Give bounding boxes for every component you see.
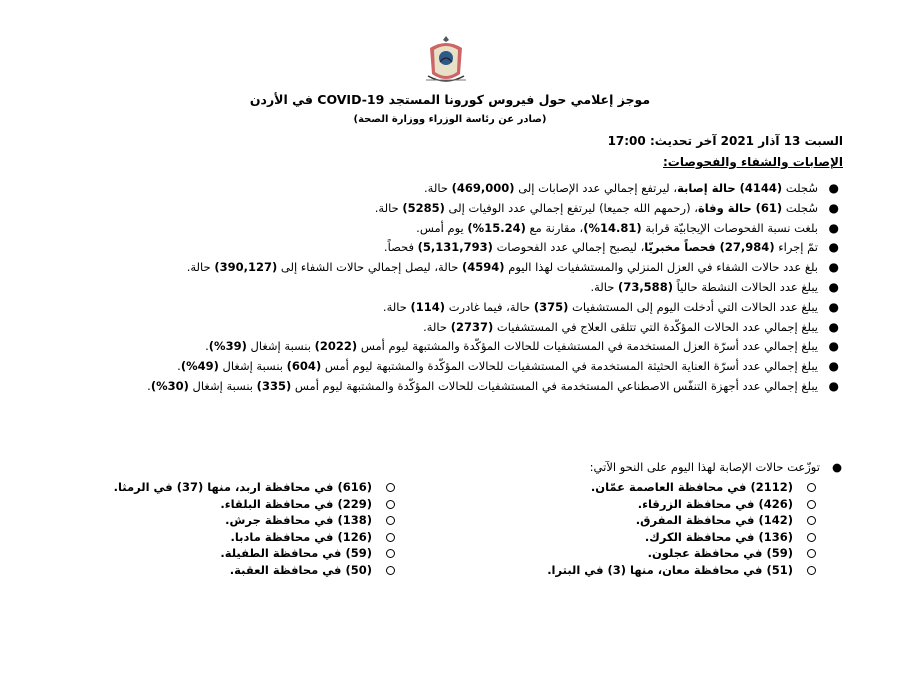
list-item-mid: حالة، فيما غادرت	[445, 299, 534, 314]
list-item-post: يوم أمس.	[416, 220, 468, 235]
distribution-item-text: (50) في محافظة العقبة.	[229, 562, 372, 577]
list-item-mid: ، ليرتفع إجمالي عدد الإصابات إلى	[514, 181, 678, 195]
distribution-item-text: (51) في محافظة معان، منها (3) في البترا.	[547, 562, 793, 577]
distribution-item-text: (2112) في محافظة العاصمة عمّان.	[590, 480, 793, 494]
list-item-bold: (4144) حالة إصابة	[677, 181, 783, 195]
list-item-pre: يبلغ إجمالي عدد أجهزة التنفّس الاصطناعي المستخدمة في المستشفيات للحالات المؤكّدة والمشتبهة ليوم أمس	[291, 378, 818, 393]
list-item-bold2: (469,000)	[451, 181, 515, 195]
bullet-dot-icon: ●	[828, 299, 839, 314]
distribution-item-text: (229) في محافظة البلقاء.	[220, 496, 372, 511]
list-item-bold: (335)	[256, 378, 292, 393]
hollow-circle-icon	[386, 566, 395, 575]
list-item-post: حالة.	[424, 181, 452, 195]
list-item-pre: يبلغ إجمالي عدد أسرّة العزل المستخدمة في المستشفيات للحالات المؤكّدة والمشتبهة ليوم أمس	[357, 339, 818, 354]
hollow-circle-icon	[807, 566, 816, 575]
hollow-circle-icon	[386, 533, 395, 542]
list-item	[52, 319, 842, 337]
bullet-dot-icon: ●	[828, 240, 839, 255]
list-item-bold2: (390,127)	[214, 260, 278, 275]
bullet-dot-icon: ●	[828, 220, 839, 235]
list-item	[52, 358, 842, 376]
list-item-post: حالة.	[186, 260, 215, 275]
list-item-bold: (14.81%)	[583, 220, 642, 235]
list-item-mid: حالة.	[423, 319, 451, 334]
list-item-bold: (2737)	[450, 319, 494, 334]
list-item-pre: يبلغ عدد الحالات النشطة حالياً	[672, 279, 818, 294]
distribution-item-text: (59) في محافظة الطفيلة.	[220, 546, 372, 560]
list-item-bold: (4594)	[462, 260, 505, 275]
distribution-intro	[590, 460, 842, 474]
distribution-item-text: (59) في محافظة عجلون.	[647, 546, 793, 560]
list-item-mid: حالة.	[590, 279, 619, 294]
list-item	[52, 220, 842, 238]
list-item-bold2: (15.24%)	[467, 220, 526, 235]
hollow-circle-icon	[807, 516, 816, 525]
bullet-dot-icon: ●	[828, 279, 839, 294]
bullet-dot-icon: ●	[828, 359, 839, 374]
list-item-pre: يبلغ إجمالي عدد أسرّة العناية الحثيثة المستخدمة في المستشفيات للحالات المؤكّدة والمشتبهة ليوم أمس	[321, 359, 818, 374]
list-item-bold: (2022)	[314, 339, 358, 354]
distribution-item	[114, 562, 395, 579]
list-item	[52, 338, 842, 356]
royal-emblem-icon	[422, 34, 470, 86]
distribution-item	[114, 496, 395, 513]
list-item	[52, 378, 842, 396]
bullet-dot-icon: ●	[828, 181, 839, 195]
list-item-mid: بنسبة إشغال	[246, 339, 315, 354]
list-item-pre: بلغ عدد حالات الشفاء في العزل المنزلي والمستشفيات لهذا اليوم	[504, 260, 818, 275]
distribution-item-text: (142) في محافظة المفرق.	[635, 513, 793, 527]
list-item-bold: (73,588)	[618, 279, 673, 294]
distribution-right-column	[547, 479, 816, 578]
bullet-dot-icon: ●	[828, 260, 839, 275]
list-item-post: حالة.	[382, 299, 411, 314]
list-item-bold2: (5285)	[402, 200, 445, 215]
section-title: الإصابات والشفاء والفحوصات:	[663, 155, 843, 169]
hollow-circle-icon	[386, 483, 395, 492]
list-item-post: .	[205, 339, 209, 354]
distribution-item	[114, 529, 395, 546]
list-item-mid: بنسبة إشغال	[188, 378, 257, 393]
distribution-item-text: (138) في محافظة جرش.	[225, 513, 372, 527]
list-item-mid: ، ليصبح إجمالي عدد الفحوصات	[492, 240, 645, 255]
date-updated: السبت 13 آذار 2021 آخر تحديث: 17:00	[607, 134, 843, 148]
hollow-circle-icon	[807, 500, 816, 509]
list-item-post: حالة.	[374, 200, 403, 215]
distribution-item-text: (616) في محافظة اربد، منها (37) في الرمثا.	[113, 480, 372, 494]
bullet-dot-icon: ●	[831, 460, 842, 474]
list-item	[52, 180, 842, 198]
hollow-circle-icon	[807, 483, 816, 492]
list-item-post: .	[147, 378, 151, 393]
list-item	[52, 259, 842, 277]
list-item	[52, 239, 842, 257]
list-item-bold: (61) حالة وفاة	[697, 200, 783, 215]
distribution-item	[547, 529, 816, 546]
list-item-bold2: (49%)	[180, 359, 219, 374]
bullet-dot-icon: ●	[828, 378, 839, 393]
distribution-item-text: (126) في محافظة مادبا.	[230, 529, 372, 544]
list-item-pre: سُجلت	[782, 200, 818, 215]
list-item-bold: (375)	[533, 299, 569, 314]
list-item	[52, 299, 842, 317]
list-item-pre: يبلغ عدد الحالات التي أدخلت اليوم إلى المستشفيات	[568, 299, 818, 314]
list-item-mid: ، (رحمهم الله جميعا) ليرتفع إجمالي عدد الوفيات إلى	[444, 200, 698, 215]
list-item	[52, 200, 842, 218]
list-item	[52, 279, 842, 297]
distribution-item	[547, 479, 816, 496]
list-item-pre: بلغت نسبة الفحوصات الإيجابيّة قرابة	[641, 220, 818, 235]
list-item-post: فحصاً.	[383, 240, 418, 255]
hollow-circle-icon	[807, 549, 816, 558]
list-item-mid: حالة، ليصل إجمالي حالات الشفاء إلى	[277, 260, 462, 275]
distribution-item	[547, 562, 816, 579]
list-item-bold: (27,984) فحصاً مخبريّا	[644, 240, 775, 255]
distribution-item	[547, 545, 816, 562]
list-item-mid: ، مقارنة مع	[525, 220, 584, 235]
distribution-item	[114, 545, 395, 562]
hollow-circle-icon	[807, 533, 816, 542]
hollow-circle-icon	[386, 516, 395, 525]
list-item-pre: يبلغ إجمالي عدد الحالات المؤكّدة التي تتلقى العلاج في المستشفيات	[493, 319, 818, 334]
list-item-bold2: (114)	[410, 299, 446, 314]
bullet-dot-icon: ●	[828, 339, 839, 354]
document-title: موجز إعلامي حول فيروس كورونا المستجد COVID-19 في الأردن	[249, 92, 651, 107]
list-item-mid: بنسبة إشغال	[218, 359, 287, 374]
distribution-item	[114, 512, 395, 529]
distribution-item	[114, 479, 395, 496]
hollow-circle-icon	[386, 500, 395, 509]
bullet-dot-icon: ●	[828, 200, 839, 215]
stats-list	[52, 180, 842, 398]
distribution-item-text: (136) في محافظة الكرك.	[644, 529, 793, 544]
list-item-pre: سُجلت	[782, 181, 818, 195]
distribution-item	[547, 512, 816, 529]
list-item-bold: (604)	[286, 359, 322, 374]
list-item-pre: تمّ إجراء	[774, 240, 818, 255]
document-subtitle: (صادر عن رئاسة الوزراء ووزارة الصحة)	[353, 114, 547, 125]
list-item-bold2: (39%)	[208, 339, 247, 354]
hollow-circle-icon	[386, 549, 395, 558]
list-item-bold2: (30%)	[150, 378, 189, 393]
list-item-post: .	[177, 359, 181, 374]
distribution-intro-text: توزّعت حالات الإصابة لهذا اليوم على النحو الآتي:	[589, 460, 820, 474]
bullet-dot-icon: ●	[828, 319, 839, 334]
distribution-item	[547, 496, 816, 513]
list-item-bold2: (5,131,793)	[417, 240, 493, 255]
distribution-left-column	[114, 479, 395, 578]
distribution-item-text: (426) في محافظة الزرقاء.	[637, 496, 793, 511]
